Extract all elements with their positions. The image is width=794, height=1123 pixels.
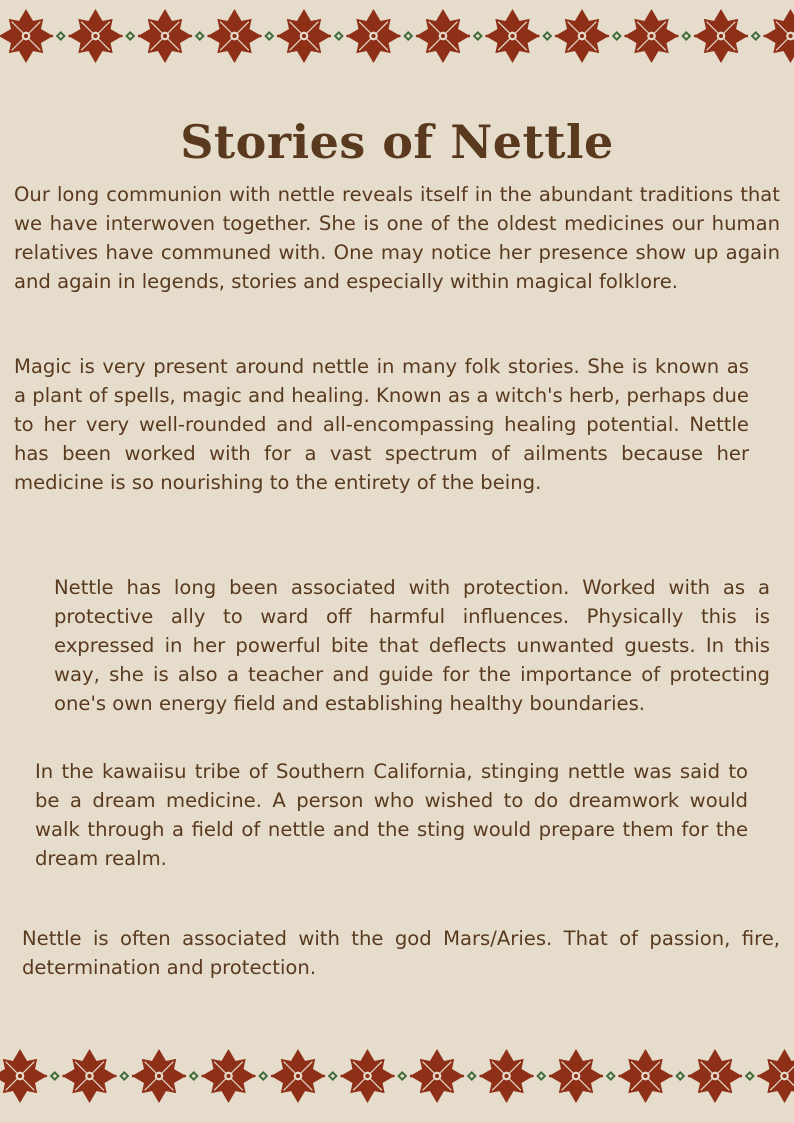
- border-top: [0, 6, 794, 66]
- diamond-motif-icon: [50, 31, 71, 41]
- eight-point-star-motif-icon: [202, 1049, 256, 1103]
- diamond-motif-icon: [461, 1071, 482, 1081]
- diamond-motif-icon: [44, 1071, 65, 1081]
- paragraph-kawaiisu: In the kawaiisu tribe of Southern California, stinging nettle was said to be a dream medicine. A person who wished to do dreamwork would walk through a field of nettle and the sting would prepare them for the dream realm.: [35, 760, 748, 870]
- eight-point-star-motif-icon: [69, 9, 123, 63]
- eight-point-star-motif-icon: [625, 9, 679, 63]
- eight-point-star-motif-icon: [480, 1049, 534, 1103]
- eight-point-star-motif-icon: [132, 1049, 186, 1103]
- diamond-motif-icon: [467, 31, 488, 41]
- diamond-motif-icon: [531, 1071, 552, 1081]
- diamond-motif-icon: [183, 1071, 204, 1081]
- eight-point-star-motif-icon: [208, 9, 262, 63]
- diamond-motif-icon: [328, 31, 349, 41]
- paragraph-intro: Our long communion with nettle reveals itself in the abundant traditions that we have interwoven together. She is one of the oldest medicines our human relatives have communed with. One may notice her presence show up again and again in legends, stories and especially within magical folklore.: [14, 183, 780, 293]
- diamond-motif-icon: [322, 1071, 343, 1081]
- eight-point-star-motif-icon: [555, 9, 609, 63]
- diamond-motif-icon: [670, 1071, 691, 1081]
- paragraph-magic: Magic is very present around nettle in many folk stories. She is known as a plant of spells, magic and healing. Known as a witch's herb, perhaps due to her very well-rounded and all-encompassing healing potential. Nettle has been worked with for a vast spectrum of ailments because her medicine is so nourishing to the entirety of the being.: [14, 355, 749, 494]
- eight-point-star-motif-icon: [0, 1049, 47, 1103]
- diamond-motif-icon: [600, 1071, 621, 1081]
- eight-point-star-motif-icon: [138, 9, 192, 63]
- eight-point-star-motif-icon: [758, 1049, 794, 1103]
- eight-point-star-motif-icon: [688, 1049, 742, 1103]
- eight-point-star-motif-icon: [410, 1049, 464, 1103]
- diamond-motif-icon: [398, 31, 419, 41]
- diamond-motif-icon: [392, 1071, 413, 1081]
- diamond-motif-icon: [114, 1071, 135, 1081]
- eight-point-star-motif-icon: [341, 1049, 395, 1103]
- border-bottom: [0, 1046, 794, 1106]
- eight-point-star-motif-icon: [416, 9, 470, 63]
- border-bottom-motif: [0, 1046, 794, 1106]
- page-title: Stories of Nettle: [180, 114, 614, 169]
- eight-point-star-motif-icon: [277, 9, 331, 63]
- eight-point-star-motif-icon: [486, 9, 540, 63]
- diamond-motif-icon: [189, 31, 210, 41]
- diamond-motif-icon: [745, 31, 766, 41]
- diamond-motif-icon: [259, 31, 280, 41]
- border-top-motif: [0, 6, 794, 66]
- eight-point-star-motif-icon: [549, 1049, 603, 1103]
- eight-point-star-motif-icon: [63, 1049, 117, 1103]
- eight-point-star-motif-icon: [694, 9, 748, 63]
- eight-point-star-motif-icon: [0, 9, 53, 63]
- paragraph-mars: Nettle is often associated with the god Mars/Aries. That of passion, fire, determination and protection.: [22, 927, 780, 979]
- diamond-motif-icon: [253, 1071, 274, 1081]
- eight-point-star-motif-icon: [764, 9, 794, 63]
- paragraph-protection: Nettle has long been associated with protection. Worked with as a protective ally to ward off harmful influences. Physically this is expressed in her powerful bite that deflects unwanted guests. In this way, she is also a teacher and guide for the importance of protecting one's own energy field and establishing healthy boundaries.: [54, 576, 770, 715]
- diamond-motif-icon: [676, 31, 697, 41]
- eight-point-star-motif-icon: [271, 1049, 325, 1103]
- diamond-motif-icon: [606, 31, 627, 41]
- eight-point-star-motif-icon: [347, 9, 401, 63]
- eight-point-star-motif-icon: [619, 1049, 673, 1103]
- diamond-motif-icon: [120, 31, 141, 41]
- diamond-motif-icon: [537, 31, 558, 41]
- diamond-motif-icon: [739, 1071, 760, 1081]
